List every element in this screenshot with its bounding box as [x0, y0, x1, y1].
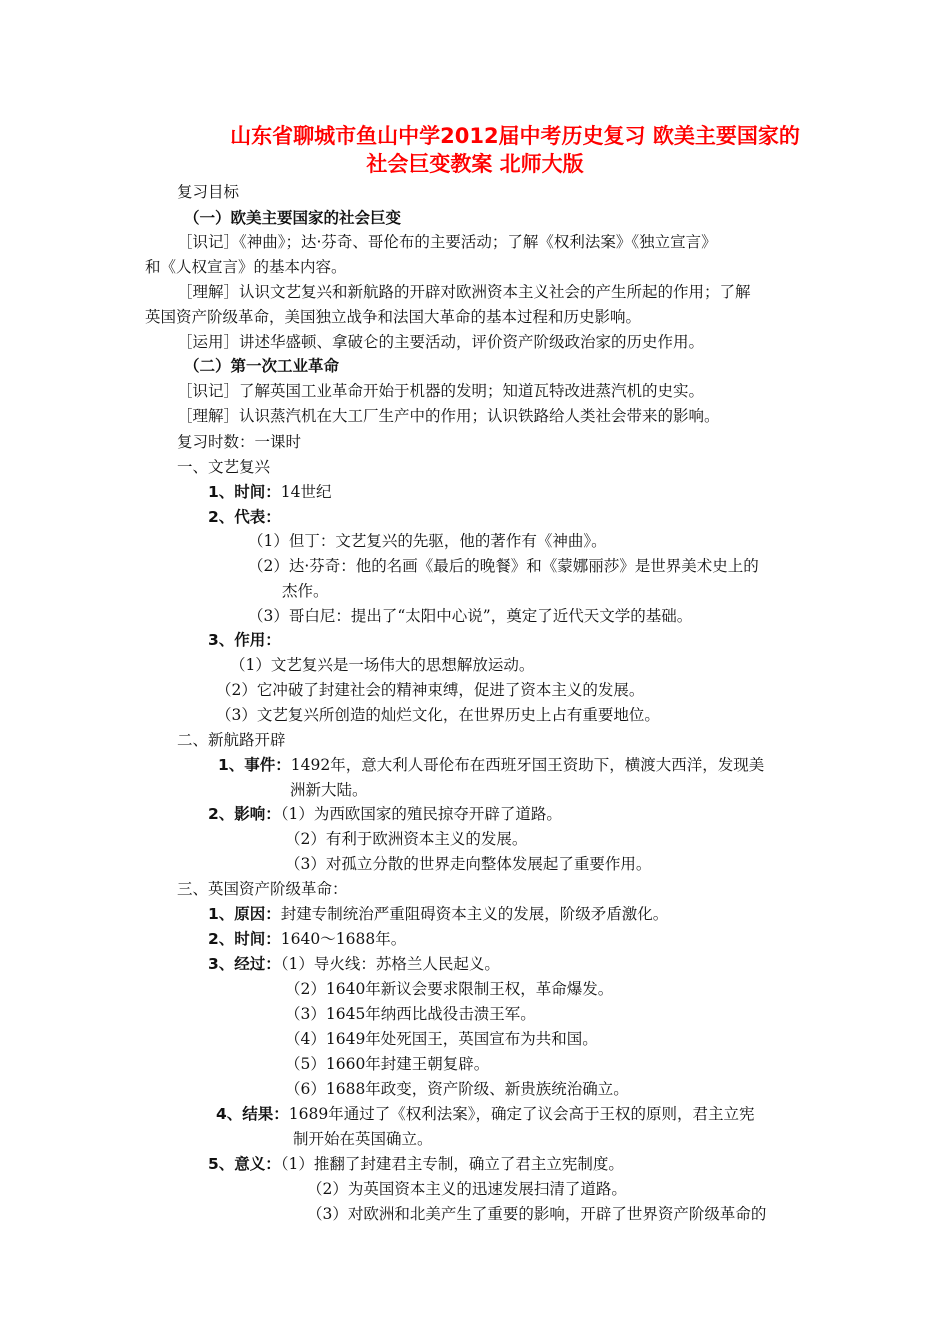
item-label: 2、时间： [208, 930, 281, 948]
text-line [208, 1153, 624, 1175]
text-line [285, 978, 613, 1000]
line-text: （1）导火线：苏格兰人民起义。 [280, 955, 500, 973]
item-label: 3、作用： [208, 631, 281, 649]
item-label: 5、意义： [208, 1155, 281, 1173]
line-text: （3）1645年纳西比战役击溃王军。 [285, 1005, 536, 1023]
text-line [285, 1053, 489, 1075]
text-line [307, 1178, 627, 1200]
text-line [307, 1203, 766, 1225]
line-text: （2）它冲破了封建社会的精神束缚，促进了资本主义的发展。 [216, 681, 645, 699]
line-text: （2）1640年新议会要求限制王权，革命爆发。 [285, 980, 614, 998]
text-line [282, 580, 329, 602]
line-text: ［理解］认识文艺复兴和新航路的开辟对欧洲资本主义社会的产生所起的作用；了解 [177, 283, 751, 301]
text-line [216, 679, 644, 701]
text-line [177, 431, 301, 453]
line-text: （1）推翻了封建君主专制，确立了君主立宪制度。 [280, 1155, 624, 1173]
text-line [285, 1003, 536, 1025]
text-line [218, 754, 764, 776]
text-line [248, 555, 759, 577]
text-line [216, 1103, 755, 1125]
line-text: ［识记］《神曲》；达·芬奇、哥伦布的主要活动；了解《权利法案》《独立宣言》 [177, 233, 717, 251]
line-text: 一、文艺复兴 [177, 458, 271, 476]
item-label: 3、经过： [208, 955, 281, 973]
text-line [177, 878, 348, 900]
text-line [293, 1128, 433, 1150]
item-label: 1、时间： [208, 483, 281, 501]
text-line [177, 456, 270, 478]
text-line [184, 355, 339, 377]
text-line [177, 181, 239, 203]
document-title-line-2: 社会巨变教案 北师大版 [366, 152, 584, 176]
line-text: （3）文艺复兴所创造的灿烂文化，在世界历史上占有重要地位。 [216, 706, 660, 724]
text-line [208, 803, 562, 825]
item-label: 2、代表： [208, 508, 281, 526]
item-label: 2、影响： [208, 805, 281, 823]
line-text: （6）1688年政变，资产阶级、新贵族统治确立。 [285, 1080, 629, 1098]
line-text: 英国资产阶级革命，美国独立战争和法国大革命的基本过程和历史影响。 [145, 308, 642, 326]
line-text: 和《人权宣言》的基本内容。 [145, 258, 347, 276]
text-line [177, 729, 286, 751]
line-text: ［识记］了解英国工业革命开始于机器的发明；知道瓦特改进蒸汽机的史实。 [177, 382, 705, 400]
text-line [177, 380, 704, 402]
line-text: 复习时数：一课时 [177, 433, 302, 451]
text-line [285, 853, 651, 875]
line-text: （2）有利于欧洲资本主义的发展。 [285, 830, 528, 848]
line-text: （1）文艺复兴是一场伟大的思想解放运动。 [230, 656, 535, 674]
line-text: ［运用］讲述华盛顿、拿破仑的主要活动，评价资产阶级政治家的历史作用。 [177, 333, 705, 351]
line-text: 14世纪 [280, 483, 332, 501]
line-text: （1）但丁：文艺复兴的先驱，他的著作有《神曲》。 [248, 532, 607, 550]
item-label: 1、事件： [218, 756, 291, 774]
line-text: （3）哥白尼：提出了“太阳中心说”，奠定了近代天文学的基础。 [248, 607, 693, 625]
line-text: （二）第一次工业革命 [184, 357, 340, 375]
line-text: 二、新航路开辟 [177, 731, 286, 749]
text-line [248, 530, 607, 552]
text-line [230, 654, 534, 676]
text-line [248, 605, 692, 627]
text-line [285, 828, 527, 850]
line-text: 封建专制统治严重阻碍资本主义的发展，阶级矛盾激化。 [280, 905, 669, 923]
line-text: （一）欧美主要国家的社会巨变 [184, 209, 402, 227]
line-text: （4）1649年处死国王，英国宣布为共和国。 [285, 1030, 598, 1048]
text-line [177, 405, 720, 427]
line-text: （5）1660年封建王朝复辟。 [285, 1055, 490, 1073]
line-text: 1492年，意大利人哥伦布在西班牙国王资助下，横渡大西洋，发现美 [290, 756, 765, 774]
text-line [184, 207, 401, 229]
text-line [145, 306, 641, 328]
text-line [208, 506, 281, 528]
line-text: ［理解］认识蒸汽机在大工厂生产中的作用；认识铁路给人类社会带来的影响。 [177, 407, 720, 425]
line-text: 洲新大陆。 [290, 781, 368, 799]
text-line [285, 1078, 629, 1100]
line-text: （1）为西欧国家的殖民掠夺开辟了道路。 [280, 805, 562, 823]
text-line [145, 256, 347, 278]
item-label: 1、原因： [208, 905, 281, 923]
text-line [285, 1028, 598, 1050]
text-line [177, 231, 717, 253]
line-text: （3）对孤立分散的世界走向整体发展起了重要作用。 [285, 855, 652, 873]
text-line [177, 281, 751, 303]
line-text: 复习目标 [177, 183, 240, 201]
line-text: 杰作。 [282, 582, 329, 600]
text-line [208, 928, 406, 950]
text-line [208, 629, 281, 651]
text-line [177, 331, 704, 353]
document-title-line-1: 山东省聊城市鱼山中学2012届中考历史复习 欧美主要国家的 [230, 124, 800, 148]
text-line [290, 779, 368, 801]
line-text: 1640～1688年。 [280, 930, 407, 948]
line-text: 制开始在英国确立。 [293, 1130, 433, 1148]
line-text: （2）为英国资本主义的迅速发展扫清了道路。 [307, 1180, 627, 1198]
line-text: 三、英国资产阶级革命： [177, 880, 348, 898]
text-line [216, 704, 660, 726]
line-text: （2）达·芬奇：他的名画《最后的晚餐》和《蒙娜丽莎》是世界美术史上的 [248, 557, 759, 575]
line-text: （3）对欧洲和北美产生了重要的影响，开辟了世界资产阶级革命的 [307, 1205, 767, 1223]
text-line [208, 903, 668, 925]
text-line [208, 953, 500, 975]
item-label: 4、结果： [216, 1105, 289, 1123]
text-line [208, 481, 332, 503]
line-text: 1689年通过了《权利法案》，确定了议会高于王权的原则，君主立宪 [288, 1105, 755, 1123]
